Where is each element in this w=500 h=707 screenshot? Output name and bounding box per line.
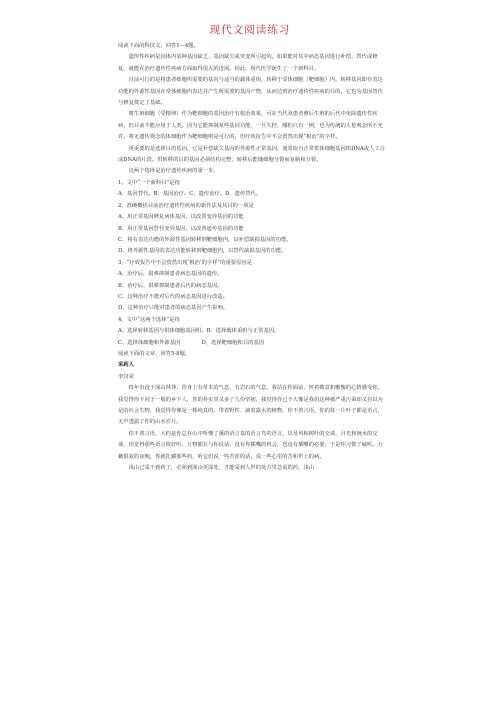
passage-paragraph: 这两个选择是治疗遗传疾病的第一步。 [128,168,219,175]
question-option: A、治疗后，很难抑制患者病态基因的遗传。 [118,271,223,278]
question-option: C、选择体细胞和外源基因 D、选择靶细胞和目的基因 [118,339,265,346]
question-option: A、选择转移基因与供体细胞基因组。B、选择载体重组与正常基因。 [118,328,280,335]
question-option: A、基因替代。B、基因治疗。C、遗传治疗。D、遗传替代。 [118,191,262,198]
passage-paragraph: 将生殖细胞（受精卵）作为靶细胞的基因治疗有根治效果，可在当代及患者愈后生殖的后代中免除遗传性疾病，但目前不能应用于人类，因为它能抑制某些基因功能，一旦失控，哪怕只有一例，也为传统的人伦观念所不允许。将无遗传观念的体细胞作为靶细胞则是可行的，但疗效报告中不会贸然出现“根治”的字样。 [118,111,383,141]
document-body [118,41,386,474]
essay-paragraph: 浅山已采不到药了，必须到深山更深处，才能采到人世的处方里急需的药，浅山 [128,465,314,472]
essay-paragraph: 终年出没于深山林莽，你身上有草木的气息，有岩石的气息。我站在你面前，怀着敬意和惭愧的心情感受你。我觉得你不同于一般的乡下人，你的朴实里又多了几份坚韧，我觉得你已不大像是我们这种被严重污染却又自以为是的社会生物，我觉得你像是一株纯真的、带着野性、滴着露水的植物，你不善言语，你的每一片叶子都是语言，无声透露了你的山水岁月。 [118,385,383,426]
passage-paragraph: 遗传性疾病是因体内某种基因缺乏、基因缺欠或突变所引起的。如果能对其中病态基因进行补偿、替代或修复，就能在治疗遗传性疾病方面取得很大的进展。因此，现代医学诞生了一个新科目。 [118,54,378,72]
essay-author: 李汉荣 [118,373,134,380]
essay-title: 采药人 [118,362,134,369]
question-line: 3、“疗效报告中不会贸然出现‘根治’的字样”的重要原因是 [118,259,252,266]
question-line: 2、准确概括目前治疗遗传性疾病的新作法及其目的一项是 [118,202,254,209]
question-option: C、这种治疗不能对后代的病态基因进行改造。 [118,293,228,300]
question-option: A、用正常基因修复病体基因，以改善变异基因的功能 [118,214,244,221]
page-title: 现代文阅读练习 [209,24,291,36]
passage-paragraph: 更重要的是选择目的基因，它是补偿缺欠基因的外源性正常基因，通常取自正常供体细胞基因组DNA或人工合成DNA的片段。供转移的目的基因必须结构完整，转移后能随细胞分裂而复制和分裂。 [118,145,385,164]
essay-paragraph: 你不善言语，大约是你总在山中听懂了溪的语言泉的语言鸟的语言，以及风和树叶的交谈，月光和涧水的交谈，你觉得那些语言很好听，万物都在与你说话，没有你插嘴的机会，也没有插嘴的必要，于是你习惯了缄听。万籁俱寂的夜晚，你就扎藏那些药，听它们说一些苦涩的话，说一些心里的苦和世上的病。 [118,430,383,460]
passage-intro: 阅读下面的科技文，回答1—4题。 [118,43,199,49]
question-line: 4、文中“这两个选择”是指 [118,316,180,323]
question-option: D、将外源性基因的表达功能转移到靶细胞内，以替代缺损基因的功能。 [118,248,287,255]
question-option: B、治疗后，很难抑制患者后代的病态基因。 [118,282,223,289]
question-line: 1、文中“一个新科目”是指 [118,179,180,186]
passage-paragraph: 目前可行的是将患者细胞所需要的基因与适当的载体重组，转移于受体细胞（靶细胞）内，转移基因即有表达功能的外源性基因在受体细胞内表达并产生所需要的基因产物，从而达到治疗遗传性疾病的目的。它也为基因替代与修复奠定了基础。 [118,77,383,107]
question-option: D、这种治疗只能对患者的病态基因产生影响。 [118,305,229,312]
question-line: 阅读下面的文章，回答5-8题。 [118,350,191,357]
question-option: B、用正常基因替代变异基因，以改善遗传基因的功能 [118,225,244,232]
question-option: C、将有表达功能的外源性基因转移到靶细胞内，以补偿缺损基因的功能。 [118,236,292,243]
